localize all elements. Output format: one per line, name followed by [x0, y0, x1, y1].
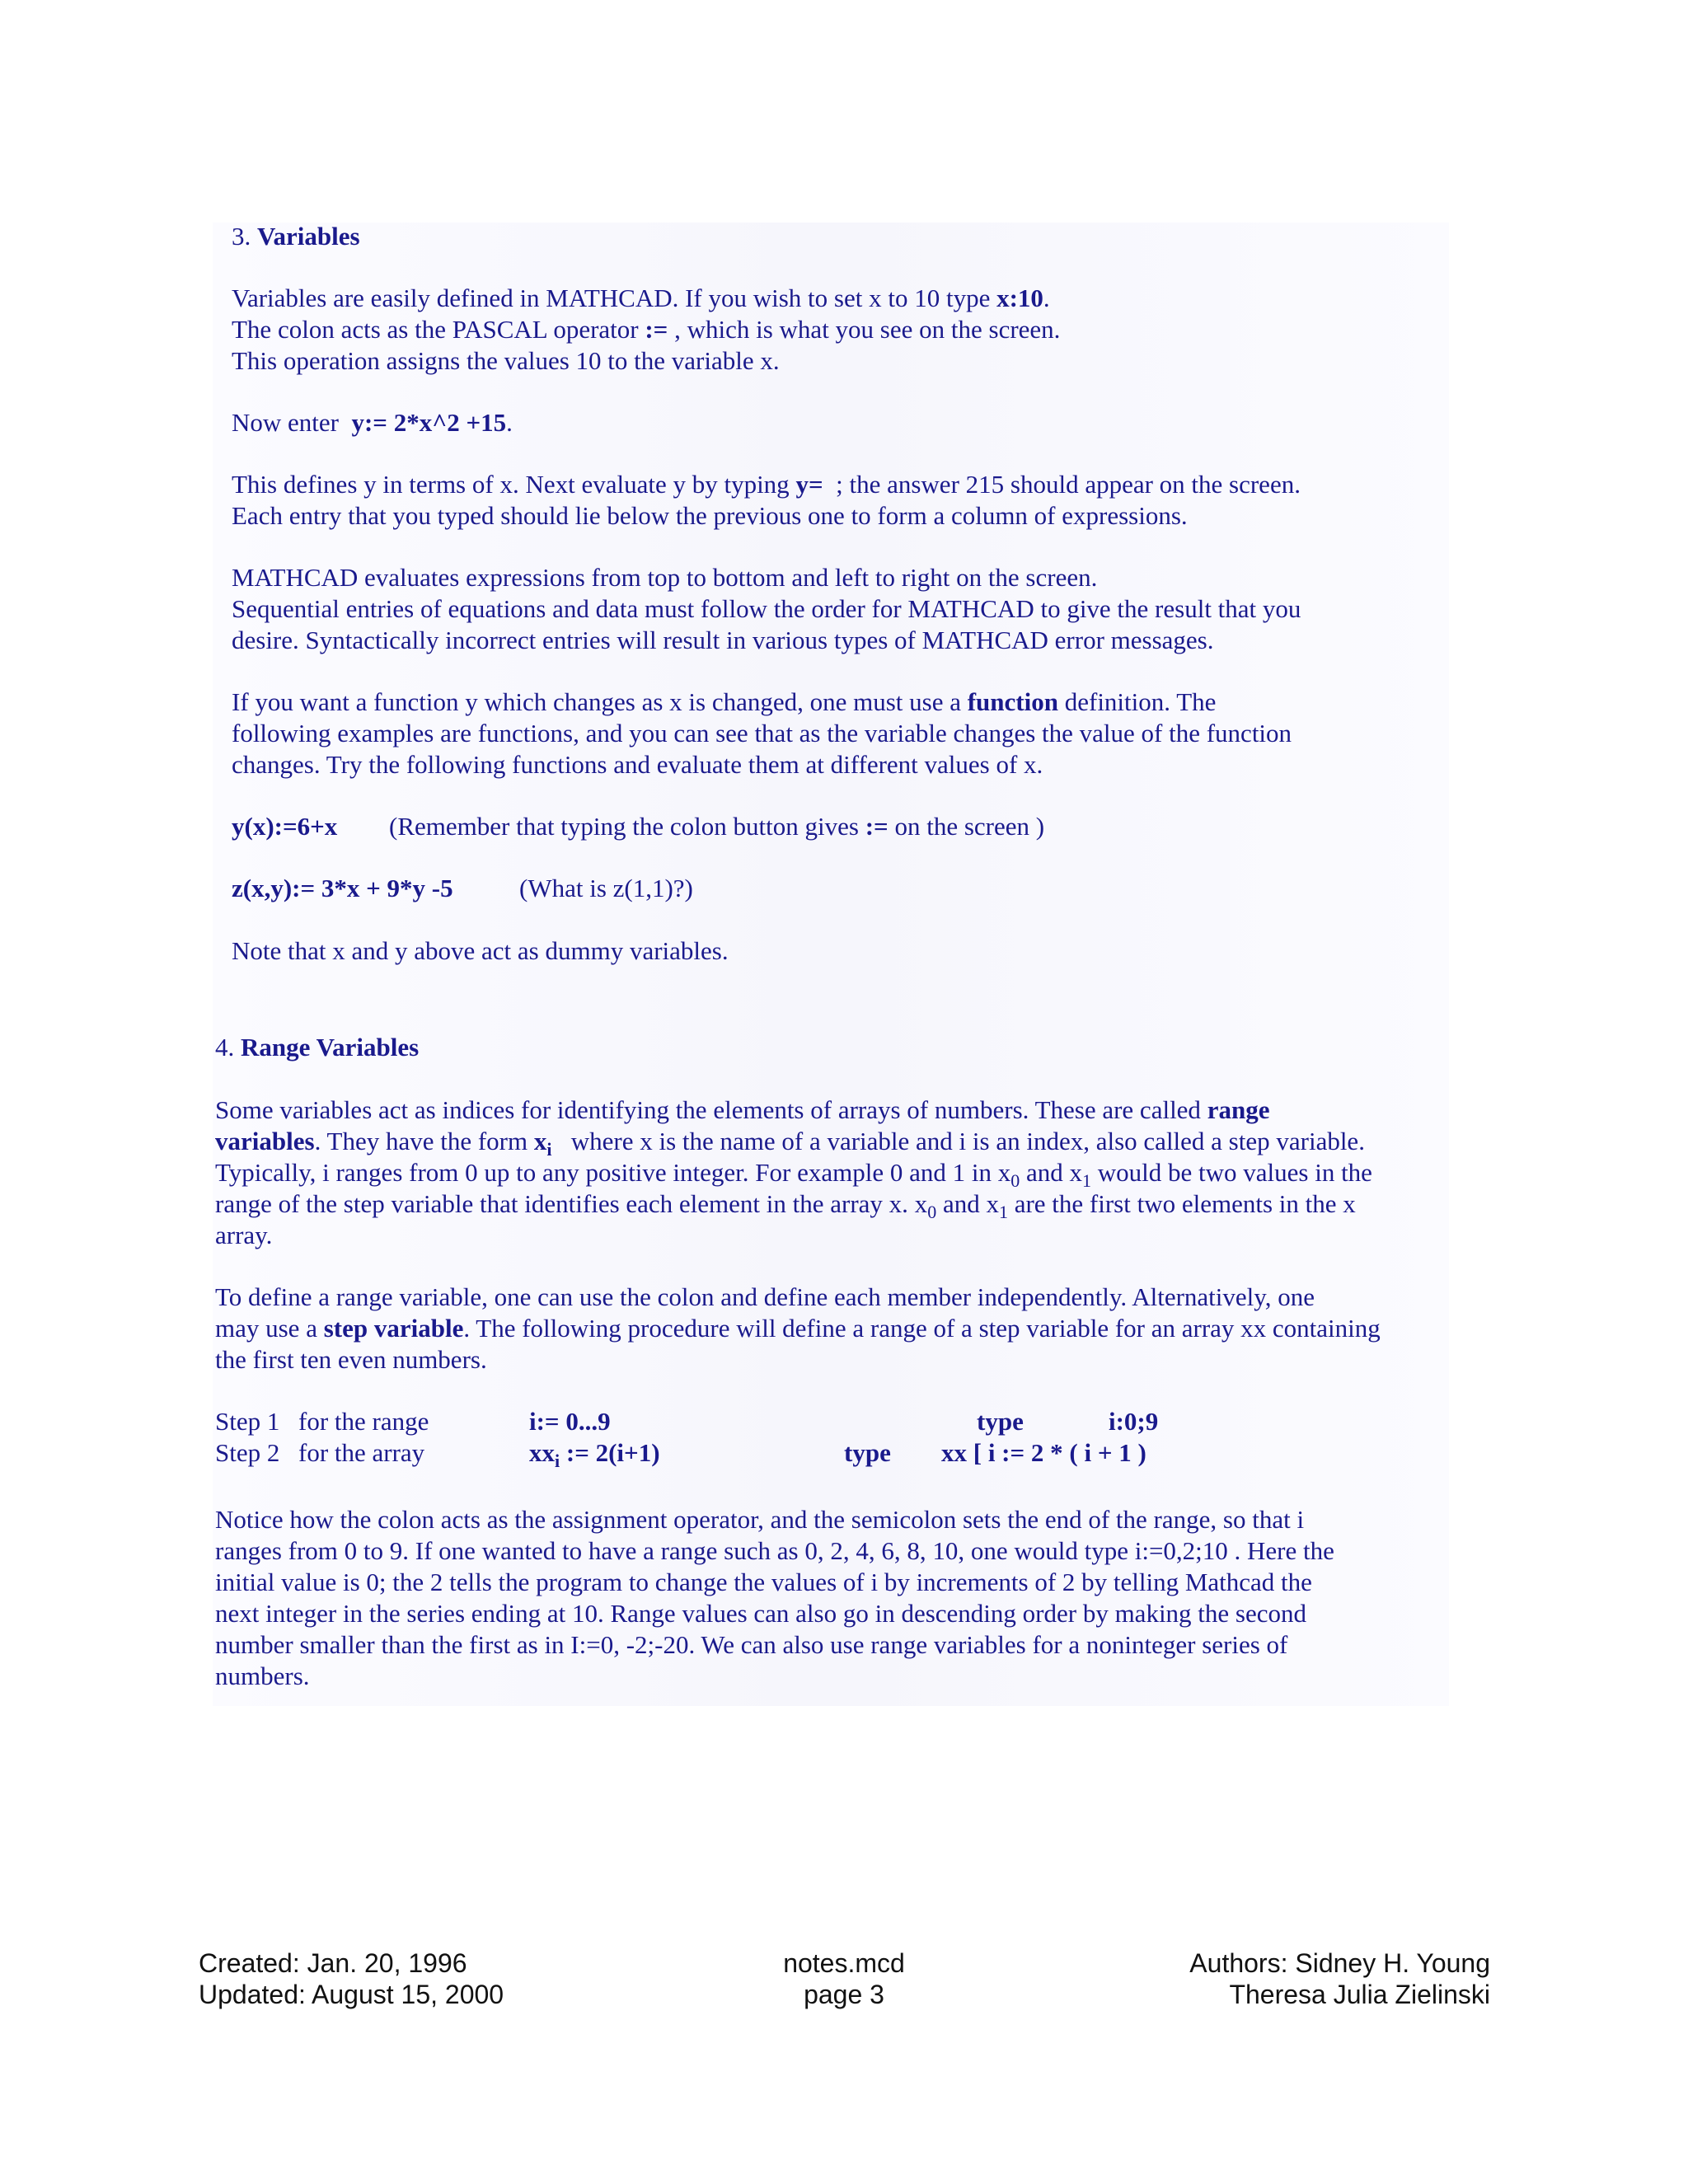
- step-1-typed: i:0;9: [1109, 1407, 1159, 1436]
- example-1-note: (Remember that typing the colon button gives := on the screen ): [389, 812, 1045, 841]
- step-2-type-label: type: [844, 1438, 891, 1467]
- s3-p1-line1: Variables are easily defined in MATHCAD. If you wish to set x to 10 type x:10.: [232, 284, 1050, 312]
- s4-p1-line3: Typically, i ranges from 0 up to any positive integer. For example 0 and 1 in $x_0$ and $x_1$ would be two values in the: [215, 1158, 1372, 1191]
- s4-p1-line1: Some variables act as indices for identifying the elements of arrays of numbers. These are called range: [215, 1095, 1270, 1124]
- footer-filename: notes.mcd: [783, 1948, 905, 1978]
- s3-p3-line2: Each entry that you typed should lie below the previous one to form a column of expressions.: [232, 501, 1188, 530]
- s3-p5-line1: If you want a function y which changes as x is changed, one must use a function definition. The: [232, 687, 1217, 716]
- example-1-code: y(x):=6+x: [232, 812, 338, 841]
- s3-p3-line1: This defines y in terms of x. Next evaluate y by typing y= ; the answer 215 should appear on the screen.: [232, 470, 1301, 499]
- s4-p1-line4: range of the step variable that identifies each element in the array x. $x_0$ and $x_1$ are the first two elements in the x: [215, 1189, 1356, 1222]
- step-2-typed: xx [ i := 2 * ( i + 1 ): [941, 1438, 1146, 1467]
- s3-p1-line3: This operation assigns the values 10 to the variable x.: [232, 346, 780, 375]
- s4-p3-line6: numbers.: [215, 1661, 310, 1690]
- s4-p1-line2: variables. They have the form $x_i$ where x is the name of a variable and i is an index, also called a step variable.: [215, 1127, 1365, 1160]
- step-2-expression: $xx_i$ := 2(i+1): [529, 1438, 660, 1471]
- s4-p2-line1: To define a range variable, one can use the colon and define each member independently. Alternatively, one: [215, 1282, 1315, 1311]
- s4-p2-line3: the first ten even numbers.: [215, 1345, 487, 1374]
- s4-p2-line2: may use a step variable. The following procedure will define a range of a step variable for an array xx containing: [215, 1314, 1381, 1343]
- s4-p3-line5: number smaller than the first as in I:=0, -2;-20. We can also use range variables for a noninteger series of: [215, 1630, 1288, 1659]
- example-2-code: z(x,y):= 3*x + 9*y -5: [232, 874, 453, 902]
- s4-p3-line1: Notice how the colon acts as the assignment operator, and the semicolon sets the end of the range, so that i: [215, 1505, 1305, 1534]
- s4-p3-line4: next integer in the series ending at 10. Range values can also go in descending order by making the second: [215, 1599, 1307, 1628]
- s3-p5-line3: changes. Try the following functions and evaluate them at different values of x.: [232, 750, 1043, 779]
- footer-page-number: page 3: [804, 1980, 884, 2009]
- s3-p4-line3: desire. Syntactically incorrect entries will result in various types of MATHCAD error messages.: [232, 626, 1214, 654]
- s3-p5-line2: following examples are functions, and you can see that as the variable changes the value of the function: [232, 719, 1292, 748]
- s3-p2: Now enter y:= 2*x^2 +15.: [232, 408, 513, 437]
- step-1-desc: for the range: [298, 1407, 429, 1436]
- s3-p1-line2: The colon acts as the PASCAL operator := , which is what you see on the screen.: [232, 315, 1061, 344]
- section-3-heading: 3. Variables: [232, 222, 360, 251]
- footer-created: Created: Jan. 20, 1996: [199, 1948, 467, 1978]
- step-2-label: Step 2: [215, 1438, 280, 1467]
- s3-p4-line2: Sequential entries of equations and data must follow the order for MATHCAD to give the result that you: [232, 594, 1301, 623]
- s4-p3-line3: initial value is 0; the 2 tells the program to change the values of i by increments of 2 by telling Mathcad the: [215, 1568, 1312, 1596]
- section-4-heading: 4. Range Variables: [215, 1033, 420, 1062]
- step-1-expression: i:= 0...9: [529, 1407, 611, 1436]
- step-1-type-label: type: [977, 1407, 1024, 1436]
- footer-authors-line1: Authors: Sidney H. Young: [1189, 1948, 1490, 1978]
- footer-authors-line2: Theresa Julia Zielinski: [1229, 1980, 1490, 2009]
- s4-p3-line2: ranges from 0 to 9. If one wanted to have a range such as 0, 2, 4, 6, 8, 10, one would type i:=0,2;10 . Here the: [215, 1536, 1334, 1565]
- s3-p4-line1: MATHCAD evaluates expressions from top to bottom and left to right on the screen.: [232, 563, 1098, 592]
- step-1-label: Step 1: [215, 1407, 280, 1436]
- s3-p6: Note that x and y above act as dummy variables.: [232, 936, 729, 965]
- footer-updated: Updated: August 15, 2000: [199, 1980, 504, 2009]
- step-2-desc: for the array: [298, 1438, 425, 1467]
- example-2-note: (What is z(1,1)?): [519, 874, 693, 902]
- s4-p1-line5: array.: [215, 1221, 273, 1249]
